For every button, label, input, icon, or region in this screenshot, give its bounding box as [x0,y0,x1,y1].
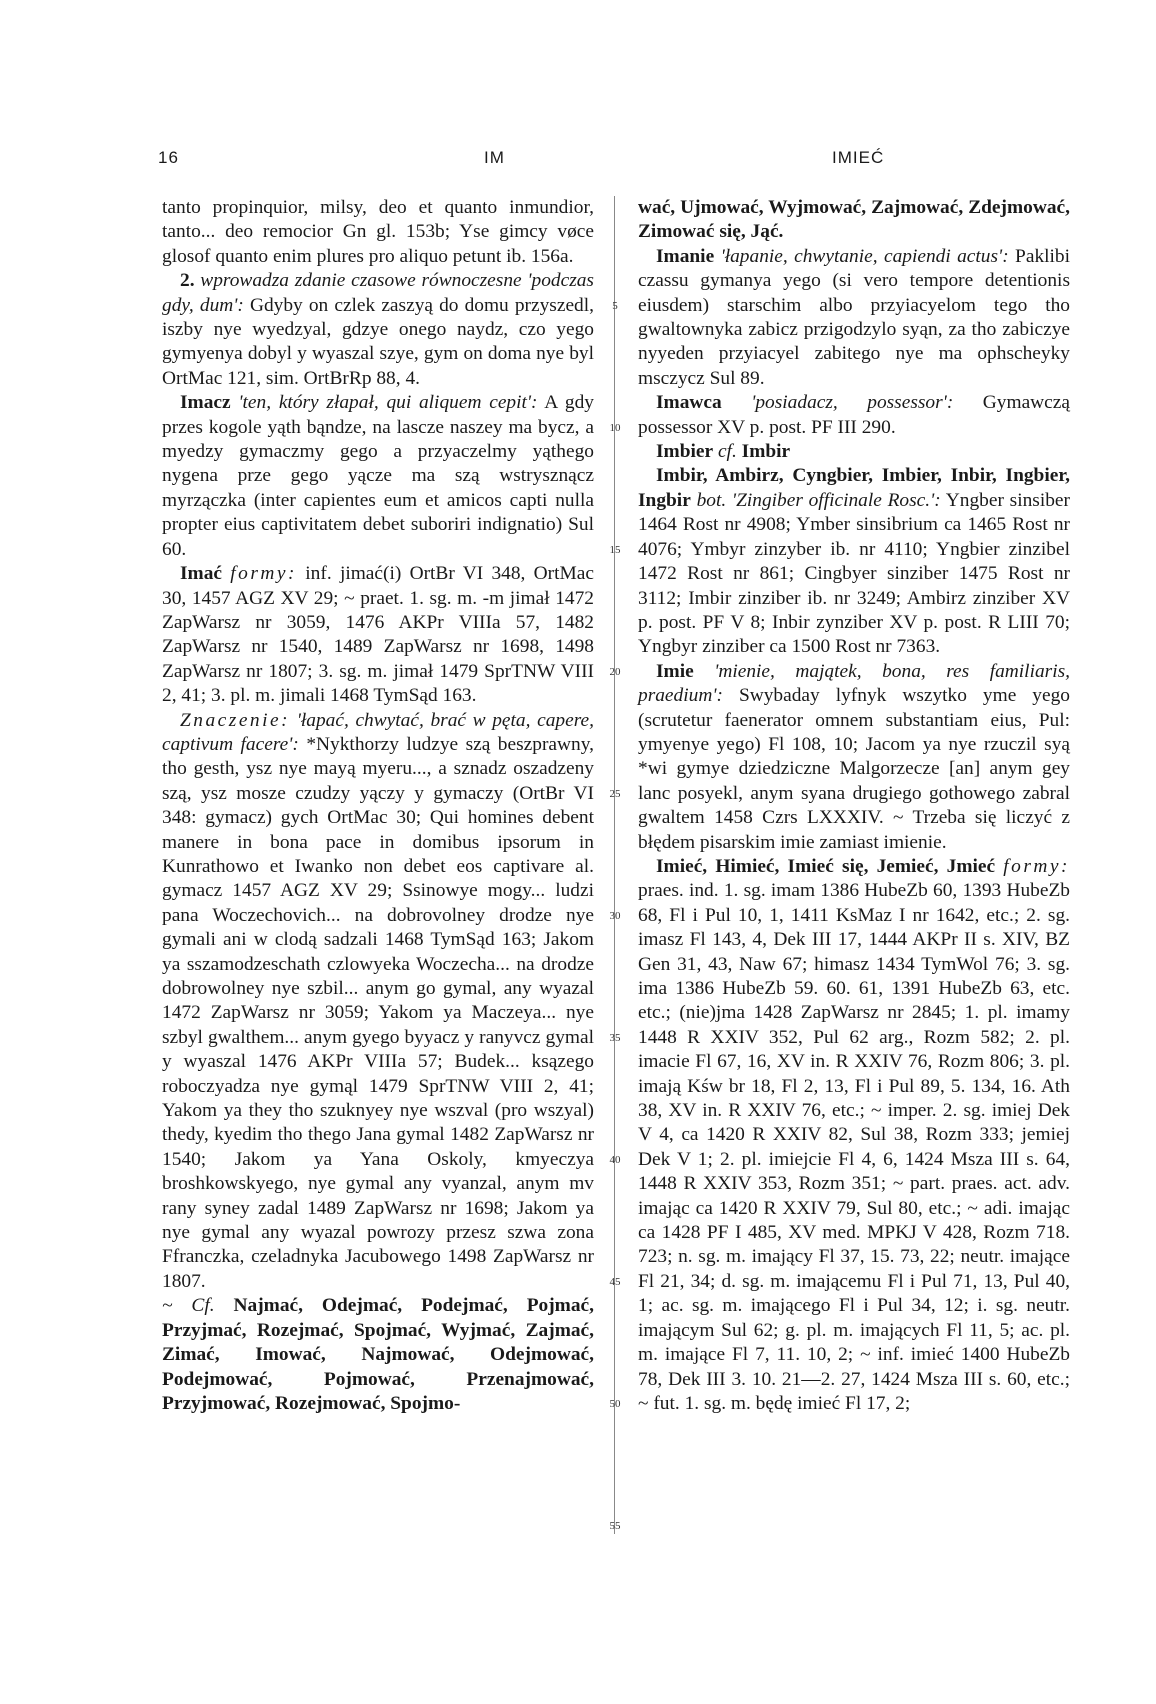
entry-text: *Nykthorzy ludzye szą beszprawny, tho gesth, ysz nye mayą myeru..., a sznadz oszadzeny szą, ysz mosze czudzy yączy y gymaczy (OrtBr VI 348: gymacz) gych OrtMac 30; Qui homines debent manere in bona pace in domibus ipsorum in Kunrathowo et Iwanko non debet eos captivare al. gymacz 1457 AGZ XV 29; Ssinowye mogy... ludzi pana Woczechovich... na dobrovolney drodze nye gymali ani w clodą sadzali 1468 TymSąd 163; Jakom ya sszamodzeschath czlowyeka Woczecha... na drodze dobrowolney nye szbil... anym go gymal, any wyazal 1472 ZapWarsz nr 3059; Yakom ya Maczeya... nye szbyl gwalthem... anym gyego byyacz y ranyvcz gymal y wyaszal 1476 AKPr VIIIa 57; Budek... ksązego roboczyadza nye gymąl 1479 SprTNW VIII 2, 41; Yakom ya they tho szuknyey nye wszval (pro wszyal) thedy, kyedim tho thego Jana gymal 1482 ZapWarsz nr 1540; Jakom ya Yana Oskoly, kmyeczya broshkowskyego, nye gymal any vyanzal, anym mv rany syney zadal 1489 ZapWarsz nr 1698; Jakom ya nye gymal any wyazal powrozy przesz szwa zona Ffranczka, czeladnyka Jacubowego 1498 ZapWarsz nr 1807. [162,733,594,1292]
section-label: formy: [230,563,297,585]
cross-reference-list: wać, Ujmować, Wyjmować, Zajmować, Zdejmować, Zimować się, Jąć. [638,197,1070,243]
line-number: 45 [609,1276,621,1288]
entry-text: Swybaday lyfnyk wszytko yme yego (scrutetur faenerator omnem substantiam eius, Pul: ymyenye yego) Fl 108, 10; Jacom ya nye rzuczil syą *wi gymye dziedziczne Malgorzecze [an] anym gey lanc posyekl, anym syana drugiego gothowego zabral gwaltem 1458 Czrs LXXXIV. ~ Trzeba się liczyć z błędem pisarskim imie zamiast imienie. [638,685,1070,853]
headword: Imać [180,563,223,585]
headword: Imbier [656,441,714,463]
cf-label: cf. [717,441,737,463]
line-number: 30 [609,910,621,922]
line-number: 50 [609,1398,621,1410]
headword: Imanie [656,245,715,267]
entry-text: A gdy przes kogole yąth bąndze, na lascze naszey ma bycz, a myedzy gymaczmy gego a przyaczelmy yąthego nygena prze gego yącze ma szą wstrysznącz myrzączka (inter capientes eum et amicos capti nulla propter eius captivitatem debet suboriri indignatio) Sul 60. [162,392,594,560]
entry-text: Yngber sinsiber 1464 Rost nr 4908; Ymber sinsibrium ca 1465 Rost nr 4076; Ymbyr zinzyber ib. nr 4110; Yngbier zinzibel 1472 Rost nr 861; Cingbyer sinziber 1475 Rost nr 3112; Imbir zinziber ib. nr 3249; Ambirz zinziber XV p. post. PF V 8; Inbir zynziber XV p. post. R LIII 70; Yngbyr zinziber ca 1500 Rost nr 7363. [638,489,1070,658]
entry-imac-meaning [162,709,594,1295]
entry-imac [162,562,594,708]
entry-imacz [162,391,594,562]
cross-reference-target: Imbir [741,441,791,463]
headword: Imieć, Himieć, Imieć się, Jemieć, Jmieć [656,855,996,877]
entry-imanie [638,245,1070,391]
definition: 'posiadacz, possessor': [751,392,954,414]
line-number: 35 [609,1032,621,1044]
definition: 'łapanie, chwytanie, capiendi actus': [720,245,1009,267]
section-label: Znaczenie: [180,709,291,731]
sense-number: 2. [180,270,195,292]
entry-text: Paklibi czassu gymanya yego (si vero tempore detentionis eiusdem) starschim albo przyiacyelom tego tho gwaltownyka zabicz przigodzylo syąn, za tho zabiczye nyyeden przyiacyel zabitego nye ma ophscheyky msczycz Sul 89. [638,245,1070,389]
entry-text: inf. jimać(i) OrtBr VI 348, OrtMac 30, 1457 AGZ XV 29; ~ praet. 1. sg. m. -m jimał 1472 ZapWarsz nr 3059, 1476 AKPr VIIIa 57, 1482 ZapWarsz nr 1540, 1489 ZapWarsz nr 1698, 1498 ZapWarsz nr 1807; 3. sg. m. jimał 1479 SprTNW VIII 2, 41; 3. pl. m. jimali 1468 TymSąd 163. [162,563,594,707]
line-number: 25 [609,788,621,800]
line-number: 5 [612,300,618,312]
line-number: 20 [609,666,621,678]
line-number: 15 [609,544,621,556]
page-number: 16 [158,148,179,167]
line-number: 10 [609,422,621,434]
entry-imiec [638,855,1070,1416]
column-divider [614,196,615,1534]
definition: 'mienie, majątek, bona, res familiaris, praedium': [638,660,1070,707]
entry-continuation [162,196,594,269]
section-label: formy: [1003,855,1070,877]
entry-sense-2 [162,269,594,391]
cf-label: ~ Cf. [162,1295,215,1317]
left-column [162,196,594,1416]
definition: 'ten, który złapał, qui aliquem cepit': [238,392,538,414]
entry-cross-reference [162,1294,594,1416]
entry-imawca [638,391,1070,440]
entry-text: Gymawczą possessor XV p. post. PF III 290. [638,392,1070,438]
running-header [0,148,1156,178]
entry-imbir [638,464,1070,659]
headword: Imacz [180,392,231,414]
entry-text: tanto propinquior, milsy, deo et quanto inmundior, tanto... deo remocior Gn gl. 153b; Yse gimcy vøce glosof quanto enim plures pro aliquo petunt ib. 156a. [162,197,594,267]
right-column [638,196,1070,1416]
entry-text: praes. ind. 1. sg. imam 1386 HubeZb 60, 1393 HubeZb 68, Fl i Pul 10, 1, 1411 KsMaz I nr 1642, etc.; 2. sg. imasz Fl 143, 4, Dek III 17, 1444 AKPr II s. XIV, BZ Gen 31, 43, Naw 67; himasz 1434 TymWol 76; 3. sg. ima 1386 HubeZb 59. 60. 61, 1391 HubeZb 63, etc. etc.; (nie)jma 1428 ZapWarsz nr 2845; 1. pl. imamy 1448 R XXIV 352, Pul 62 arg., Rozm 582; 2. pl. imacie Fl 67, 16, XV in. R XXIV 76, Rozm 806; 3. pl. imają Kśw br 18, Fl 2, 13, Fl i Pul 89, 5. 134, 16. Ath 38, XV in. R XXIV 76, etc.; ~ imper. 2. sg. imiej Dek V 4, ca 1420 R XXIV 82, Sul 38, Rozm 333; jemiej Dek V 1; 2. pl. imiejcie Fl 4, 6, 1424 Msza III s. 64, 1448 R XXIV 353, Rozm 351; ~ part. praes. act. adv. imając ca 1420 R XXIV 79, Sul 80, etc.; ~ adi. imając ca 1428 PF I 485, XV med. MPKJ V 428, Rozm 718. 723; n. sg. m. imający Fl 37, 15. 73, 22; neutr. imające Fl 21, 34; d. sg. m. imającemu Fl i Pul 71, 13, Pul 40, 1; ac. sg. m. imającego Fl i Pul 34, 12; i. sg. neutr. imającym Sul 62; g. pl. m. imających Fl 11, 5; ac. pl. m. imające Fl 7, 11. 10, 2; ~ inf. imieć 1400 HubeZb 78, Dek III 3. 10. 21—2. 27, 1424 Msza III s. 60, etc.; ~ fut. 1. sg. m. będę imieć Fl 17, 2; [638,880,1070,1414]
sense-definition: wprowadza zdanie czasowe równoczesne 'podczas gdy, dum': [162,270,594,316]
line-number: 55 [609,1520,621,1532]
headword: Imie [656,660,694,682]
definition: 'łapać, chwytać, brać w pęta, capere, captivum facere': [162,709,594,755]
headword: Imbir, Ambirz, Cyngbier, Imbier, Inbir, Ingbier, Ingbir [638,465,1070,511]
headword: Imawca [656,392,722,414]
running-head-left: IM [484,148,505,167]
entry-text: Gdyby on czlek zaszyą do domu przyszedl, iszby nye wyedzyal, gdzye onego naydz, czo yego gymyenya dobyl y wyaszal szye, gym on doma nye byl OrtMac 121, sim. OrtBrRp 88, 4. [162,294,594,389]
definition: bot. 'Zingiber officinale Rosc.': [696,489,941,511]
entry-cross-reference-continuation [638,196,1070,245]
entry-imbier [638,440,1070,464]
entry-imie [638,660,1070,855]
running-head-right: IMIEĆ [832,148,885,167]
cross-reference-list: Najmać, Odejmać, Podejmać, Pojmać, Przyjmać, Rozejmać, Spojmać, Wyjmać, Zajmać, Zimać, Imować, Najmować, Odejmować, Podejmować, Pojmować, Przenajmować, Przyjmować, Rozejmować, Spojmo- [162,1295,594,1414]
line-number: 40 [609,1154,621,1166]
